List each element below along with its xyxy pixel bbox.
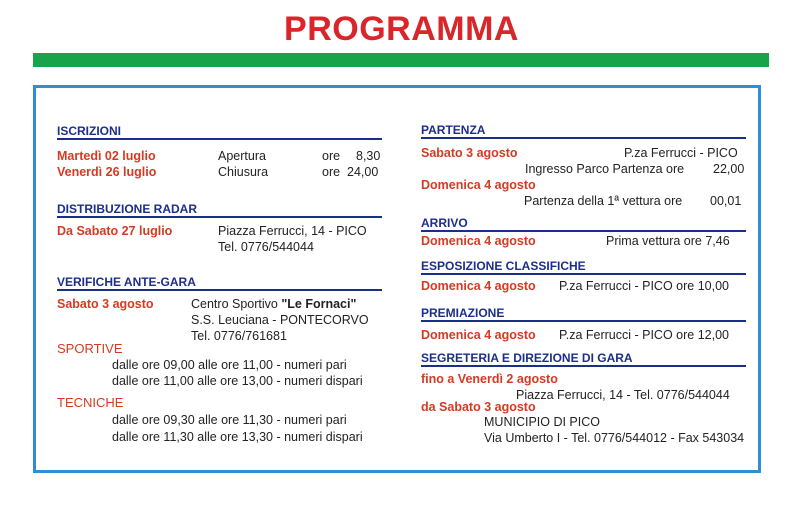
verifiche-place-name: "Le Fornaci" (281, 297, 357, 311)
heading-iscrizioni: ISCRIZIONI (57, 124, 122, 138)
iscrizioni-time: 24,00 (347, 165, 379, 179)
premiazione-date: Domenica 4 agosto (421, 328, 536, 342)
heading-rule (421, 137, 746, 139)
heading-rule (421, 320, 746, 322)
heading-rule (57, 138, 382, 140)
arrivo-date: Domenica 4 agosto (421, 234, 536, 248)
iscrizioni-time-prefix: ore (322, 165, 341, 179)
segreteria-date: da Sabato 3 agosto (421, 400, 536, 414)
iscrizioni-label: Chiusura (218, 165, 269, 179)
segreteria-line: Piazza Ferrucci, 14 - Tel. 0776/544044 (516, 388, 730, 402)
heading-rule (57, 216, 382, 218)
partenza-vettura-label: Partenza della 1ª vettura ore (524, 194, 683, 208)
arrivo-text: Prima vettura ore 7,46 (606, 234, 730, 248)
partenza-place: P.za Ferrucci - PICO (624, 146, 738, 160)
partenza-parco-label: Ingresso Parco Partenza ore (525, 162, 685, 176)
radar-date: Da Sabato 27 luglio (57, 224, 173, 238)
page-title: PROGRAMMA (284, 10, 519, 48)
heading-partenza: PARTENZA (421, 123, 486, 137)
verifiche-date: Sabato 3 agosto (57, 297, 154, 311)
heading-rule (421, 365, 746, 367)
heading-rule (57, 289, 382, 291)
heading-esposizione: ESPOSIZIONE CLASSIFICHE (421, 259, 586, 273)
iscrizioni-time: 8,30 (356, 149, 381, 163)
heading-rule (421, 230, 746, 232)
partenza-date: Sabato 3 agosto (421, 146, 518, 160)
verifiche-place-prefix: Centro Sportivo (191, 297, 282, 311)
partenza-parco-time: 22,00 (713, 162, 745, 176)
sportive-line: dalle ore 11,00 alle ore 13,00 - numeri dispari (112, 374, 363, 388)
partenza-vettura-time: 00,01 (710, 194, 742, 208)
heading-rule (421, 273, 746, 275)
iscrizioni-date: Martedì 02 luglio (57, 149, 156, 163)
iscrizioni-date: Venerdì 26 luglio (57, 165, 157, 179)
green-header-bar (33, 53, 769, 67)
segreteria-line: MUNICIPIO DI PICO (484, 415, 600, 429)
radar-address: Piazza Ferrucci, 14 - PICO (218, 224, 367, 238)
heading-radar: DISTRIBUZIONE RADAR (57, 202, 197, 216)
partenza-date: Domenica 4 agosto (421, 178, 536, 192)
verifiche-place (191, 297, 356, 311)
premiazione-text: P.za Ferrucci - PICO ore 12,00 (559, 328, 729, 342)
heading-arrivo: ARRIVO (421, 216, 468, 230)
esposizione-date: Domenica 4 agosto (421, 279, 536, 293)
heading-premiazione: PREMIAZIONE (421, 306, 505, 320)
iscrizioni-time-prefix: ore (322, 149, 341, 163)
segreteria-date: fino a Venerdì 2 agosto (421, 372, 558, 386)
heading-segreteria: SEGRETERIA E DIREZIONE DI GARA (421, 351, 633, 365)
verifiche-place-phone: Tel. 0776/761681 (191, 329, 287, 343)
segreteria-line: Via Umberto I - Tel. 0776/544012 - Fax 543034 (484, 431, 745, 445)
heading-verifiche: VERIFICHE ANTE-GARA (57, 275, 196, 289)
sportive-line: dalle ore 09,00 alle ore 11,00 - numeri pari (112, 358, 347, 372)
esposizione-text: P.za Ferrucci - PICO ore 10,00 (559, 279, 729, 293)
sportive-label: SPORTIVE (57, 341, 123, 356)
radar-phone: Tel. 0776/544044 (218, 240, 314, 254)
verifiche-place-line2: S.S. Leuciana - PONTECORVO (191, 313, 369, 327)
tecniche-label: TECNICHE (57, 395, 124, 410)
iscrizioni-label: Apertura (218, 149, 266, 163)
tecniche-line: dalle ore 09,30 alle ore 11,30 - numeri pari (112, 413, 347, 427)
tecniche-line: dalle ore 11,30 alle ore 13,30 - numeri dispari (112, 430, 363, 444)
